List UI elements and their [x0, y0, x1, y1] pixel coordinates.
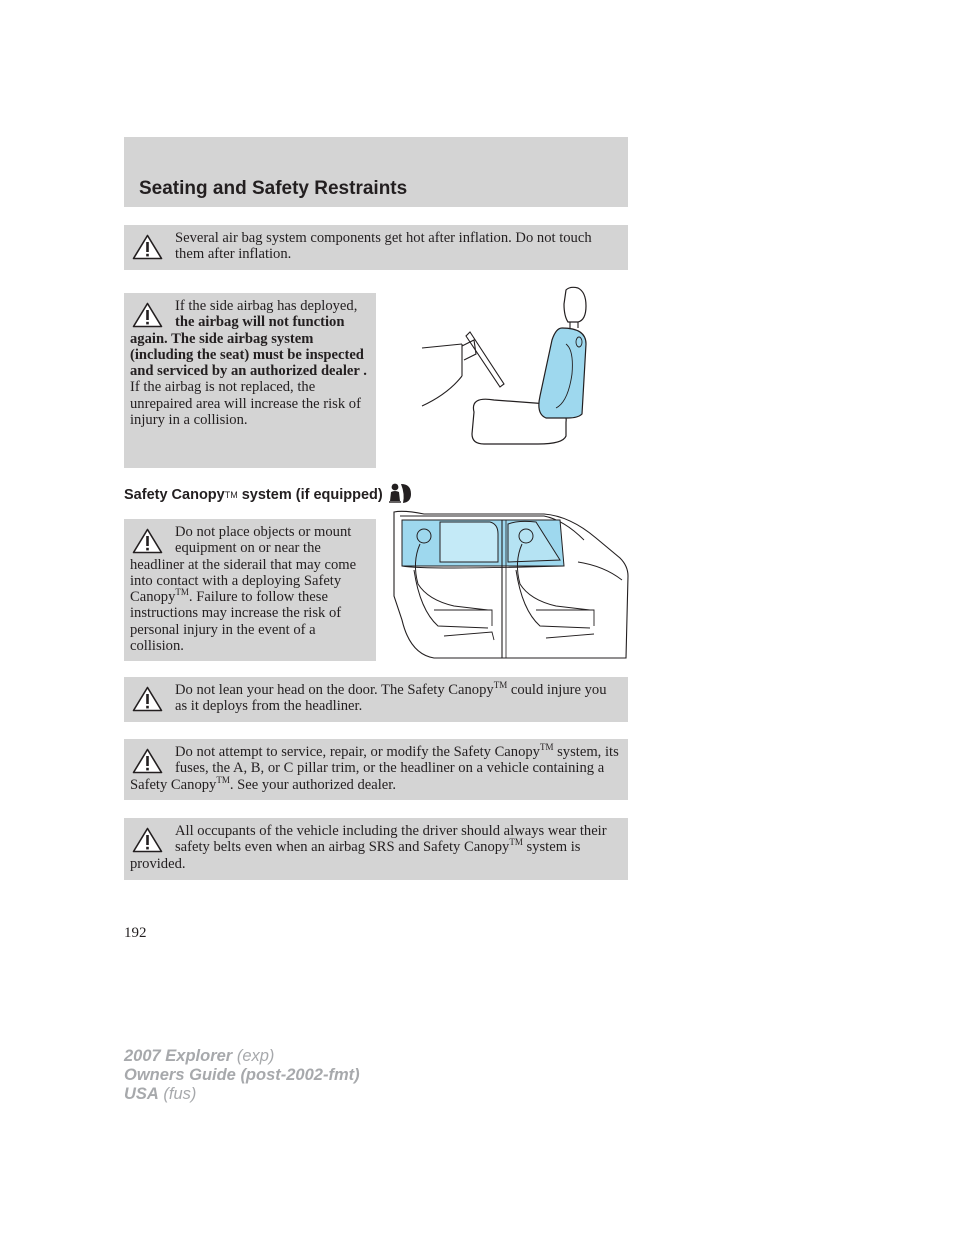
trademark-mark: TM: [539, 742, 554, 753]
warning-text-part3: . See your authorized dealer.: [229, 776, 396, 793]
safety-canopy-heading: Safety Canopy TM system (if equipped): [124, 482, 413, 508]
trademark-mark: TM: [493, 680, 508, 691]
warning-triangle-icon: [132, 748, 163, 774]
heading-part2: system (if equipped): [241, 487, 383, 503]
section-title: Seating and Safety Restraints: [139, 178, 408, 199]
safety-canopy-vehicle-illustration: [384, 510, 630, 662]
footer-line-1: 2007 Explorer (exp): [124, 1047, 275, 1065]
safety-canopy-icon: [387, 482, 413, 508]
page-number: 192: [124, 925, 147, 941]
warning-text-part2: system is provided.: [130, 839, 581, 872]
document-footer: [124, 1047, 360, 1104]
warning-text-part1: Do not attempt to service, repair, or modify the Safety Canopy: [175, 744, 540, 760]
warning-text-bold: the airbag will not function again. The side airbag system (including the seat) must be inspected and serviced by an authorized dealer .: [130, 314, 367, 380]
warning-lean-head: [124, 677, 628, 722]
warning-text-part1: Do not lean your head on the door. The Safety Canopy: [175, 682, 494, 698]
section-header-band: [124, 137, 628, 207]
warning-text-part1: Do not place objects or mount equipment on or near the headliner at the siderail that may come into contact with a deploying Safety Canopy: [130, 524, 357, 606]
warning-triangle-icon: [132, 827, 163, 853]
warning-triangle-icon: [132, 528, 163, 554]
warning-service: [124, 739, 628, 800]
trademark-mark: TM: [175, 587, 189, 598]
warning-text-part2: system, its fuses, the A, B, or C pillar trim, or the headliner on a vehicle containing a Safety Canopy: [130, 744, 619, 793]
warning-text-part2: could injure you as it deploys from the headliner.: [175, 682, 607, 715]
trademark-mark: TM: [509, 837, 523, 848]
warning-text-part1: All occupants of the vehicle including the driver should always wear their safety belts even when an airbag SRS and Safety Canopy: [175, 823, 607, 856]
footer-line-2: Owners Guide (post-2002-fmt): [124, 1066, 360, 1084]
warning-text-part2: If the airbag is not replaced, the unrepaired area will increase the risk of injury in a collision.: [130, 379, 361, 429]
warning-triangle-icon: [132, 302, 163, 328]
warning-text-part2: . Failure to follow these instructions may increase the risk of personal injury in the event of a collision.: [130, 589, 342, 655]
warning-hot-components: [124, 225, 628, 270]
warning-text-part1: If the side airbag has deployed,: [175, 298, 358, 314]
warning-side-airbag: [124, 293, 376, 468]
warning-triangle-icon: [132, 234, 163, 260]
side-airbag-seat-illustration: [418, 284, 596, 446]
trademark-mark: TM: [216, 774, 230, 785]
warning-text: Several air bag system components get hot after inflation. Do not touch them after inflation.: [175, 230, 592, 263]
warning-triangle-icon: [132, 686, 163, 712]
heading-part1: Safety Canopy: [124, 487, 225, 503]
footer-line-3: USA (fus): [124, 1085, 197, 1103]
warning-headliner: [124, 519, 376, 661]
warning-occupants: [124, 818, 628, 880]
